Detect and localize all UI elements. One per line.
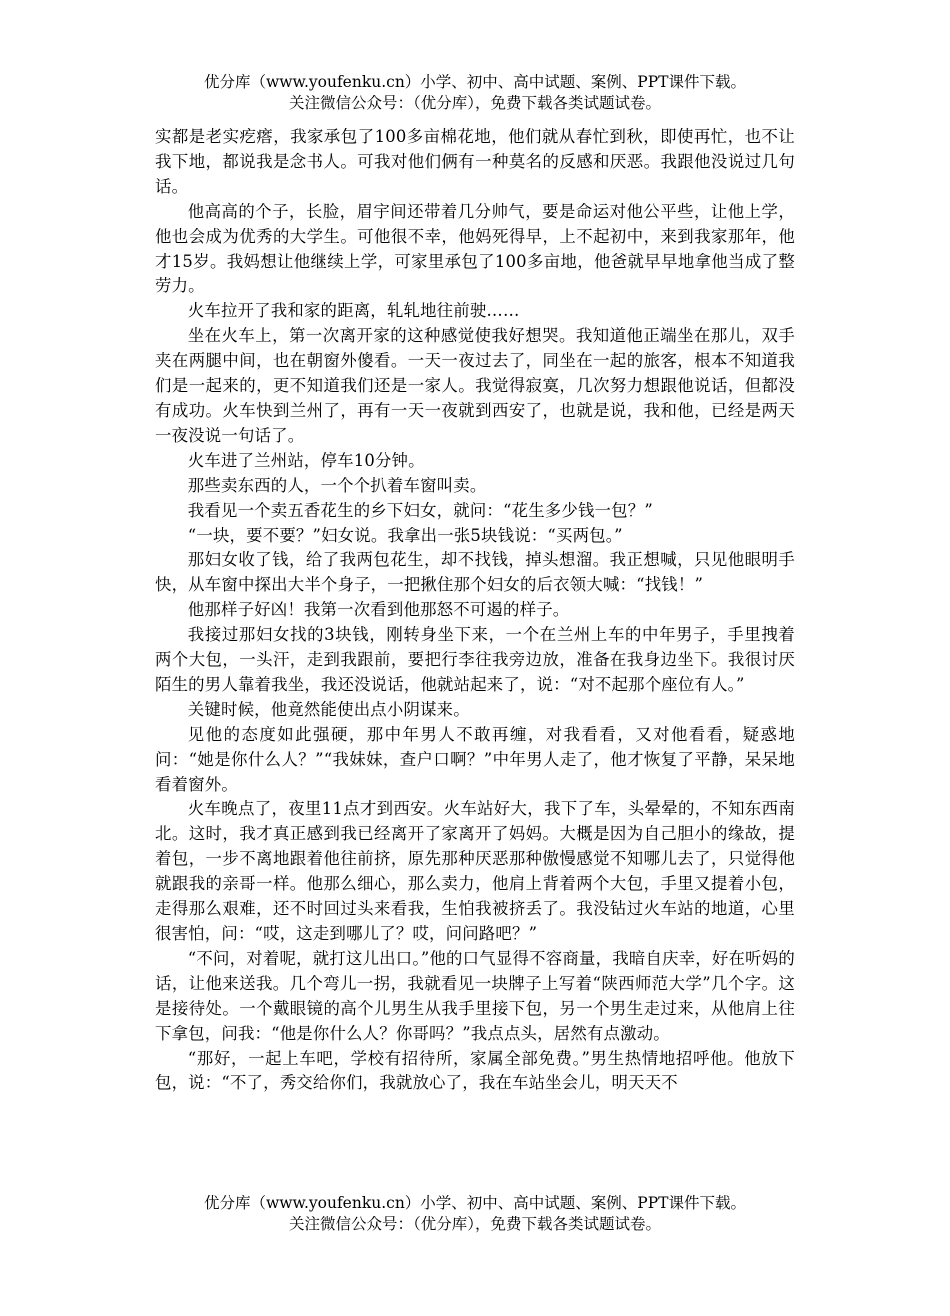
header-line-1: 优分库（www.youfenku.cn）小学、初中、高中试题、案例、PPT课件下载。 <box>203 73 747 91</box>
paragraph: 我看见一个卖五香花生的乡下妇女，就问：“花生多少钱一包？” <box>187 500 653 520</box>
paragraph: 见他的态度如此强硬，那中年男人不敢再缠，对我看看，又对他看看，疑惑地问：“她是你什么人？”“我妹妹，查户口啊？”中年男人走了，他才恢复了平静，呆呆地看着窗外。 <box>155 724 795 794</box>
paragraph: 他高高的个子，长脸，眉宇间还带着几分帅气，要是命运对他公平些，让他上学，他也会成为优秀的大学生。可他很不幸，他妈死得早，上不起初中，来到我家那年，他才15岁。我妈想让他继续上学，可家里承包了100多亩地，他爸就早早地拿他当成了整劳力。 <box>155 201 795 296</box>
paragraph: 坐在火车上，第一次离开家的这种感觉使我好想哭。我知道他正端坐在那儿，双手夹在两腿中间，也在朝窗外傻看。一天一夜过去了，同坐在一起的旅客，根本不知道我们是一起来的，更不知道我们还是一家人。我觉得寂寞，几次努力想跟他说话，但都没有成功。火车快到兰州了，再有一天一夜就到西安了，也就是说，我和他，已经是两天一夜没说一句话了。 <box>155 326 795 445</box>
paragraph: 那妇女收了钱，给了我两包花生，却不找钱，掉头想溜。我正想喊，只见他眼明手快，从车窗中探出大半个身子，一把揪住那个妇女的后衣领大喊：“找钱！” <box>155 550 795 595</box>
paragraph: 他那样子好凶！我第一次看到他那怒不可遏的样子。 <box>187 600 570 620</box>
page-header <box>0 72 950 114</box>
paragraph: 实都是老实疙瘩，我家承包了100多亩棉花地，他们就从春忙到秋，即使再忙，也不让我下地，都说我是念书人。可我对他们俩有一种莫名的反感和厌恶。我跟他没说过几句话。 <box>155 127 795 196</box>
article-body <box>155 125 795 1096</box>
footer-line-1: 优分库（www.youfenku.cn）小学、初中、高中试题、案例、PPT课件下载。 <box>203 1194 747 1212</box>
page-footer <box>0 1193 950 1235</box>
paragraph: “一块，要不要？”妇女说。我拿出一张5块钱说：“买两包。” <box>187 525 623 545</box>
footer-line-2: 关注微信公众号：（优分库），免费下载各类试题试卷。 <box>288 1215 661 1233</box>
paragraph: 我接过那妇女找的3块钱，刚转身坐下来，一个在兰州上车的中年男子，手里拽着两个大包，一头汗，走到我跟前，要把行李往我旁边放，准备在我身边坐下。我很讨厌陌生的男人靠着我坐，我还没说话，他就站起来了，说：“对不起那个座位有人。” <box>155 625 795 694</box>
paragraph: 关键时候，他竟然能使出点小阴谋来。 <box>187 699 470 719</box>
paragraph: 那些卖东西的人，一个个扒着车窗叫卖。 <box>187 475 487 495</box>
paragraph: “那好，一起上车吧，学校有招待所，家属全部免费。”男生热情地招呼他。他放下包，说：“不了，秀交给你们，我就放心了，我在车站坐会儿，明天天不 <box>155 1048 795 1093</box>
paragraph: 火车进了兰州站，停车10分钟。 <box>187 450 425 470</box>
paragraph: “不问，对着呢，就打这儿出口。”他的口气显得不容商量，我暗自庆幸，好在听妈的话，让他来送我。几个弯儿一拐，我就看见一块牌子上写着“陕西师范大学”几个字。这是接待处。一个戴眼镜的高个儿男生从我手里接下包，另一个男生走过来，从他肩上往下拿包，问我：“他是你什么人？你哥吗？”我点点头，居然有点激动。 <box>155 948 795 1043</box>
header-line-2: 关注微信公众号：（优分库），免费下载各类试题试卷。 <box>288 94 661 112</box>
paragraph: 火车晚点了，夜里11点才到西安。火车站好大，我下了车，头晕晕的，不知东西南北。这时，我才真正感到我已经离开了家离开了妈妈。大概是因为自己胆小的缘故，提着包，一步不离地跟着他往前挤，原先那种厌恶那种傲慢感觉不知哪儿去了，只觉得他就跟我的亲哥一样。他那么细心，那么卖力，他肩上背着两个大包，手里又提着小包，走得那么艰难，还不时回过头来看我，生怕我被挤丢了。我没钻过火车站的地道，心里很害怕，问：“哎，这走到哪儿了？哎，问问路吧？” <box>155 799 795 943</box>
paragraph: 火车拉开了我和家的距离，轧轧地往前驶…… <box>187 301 520 321</box>
